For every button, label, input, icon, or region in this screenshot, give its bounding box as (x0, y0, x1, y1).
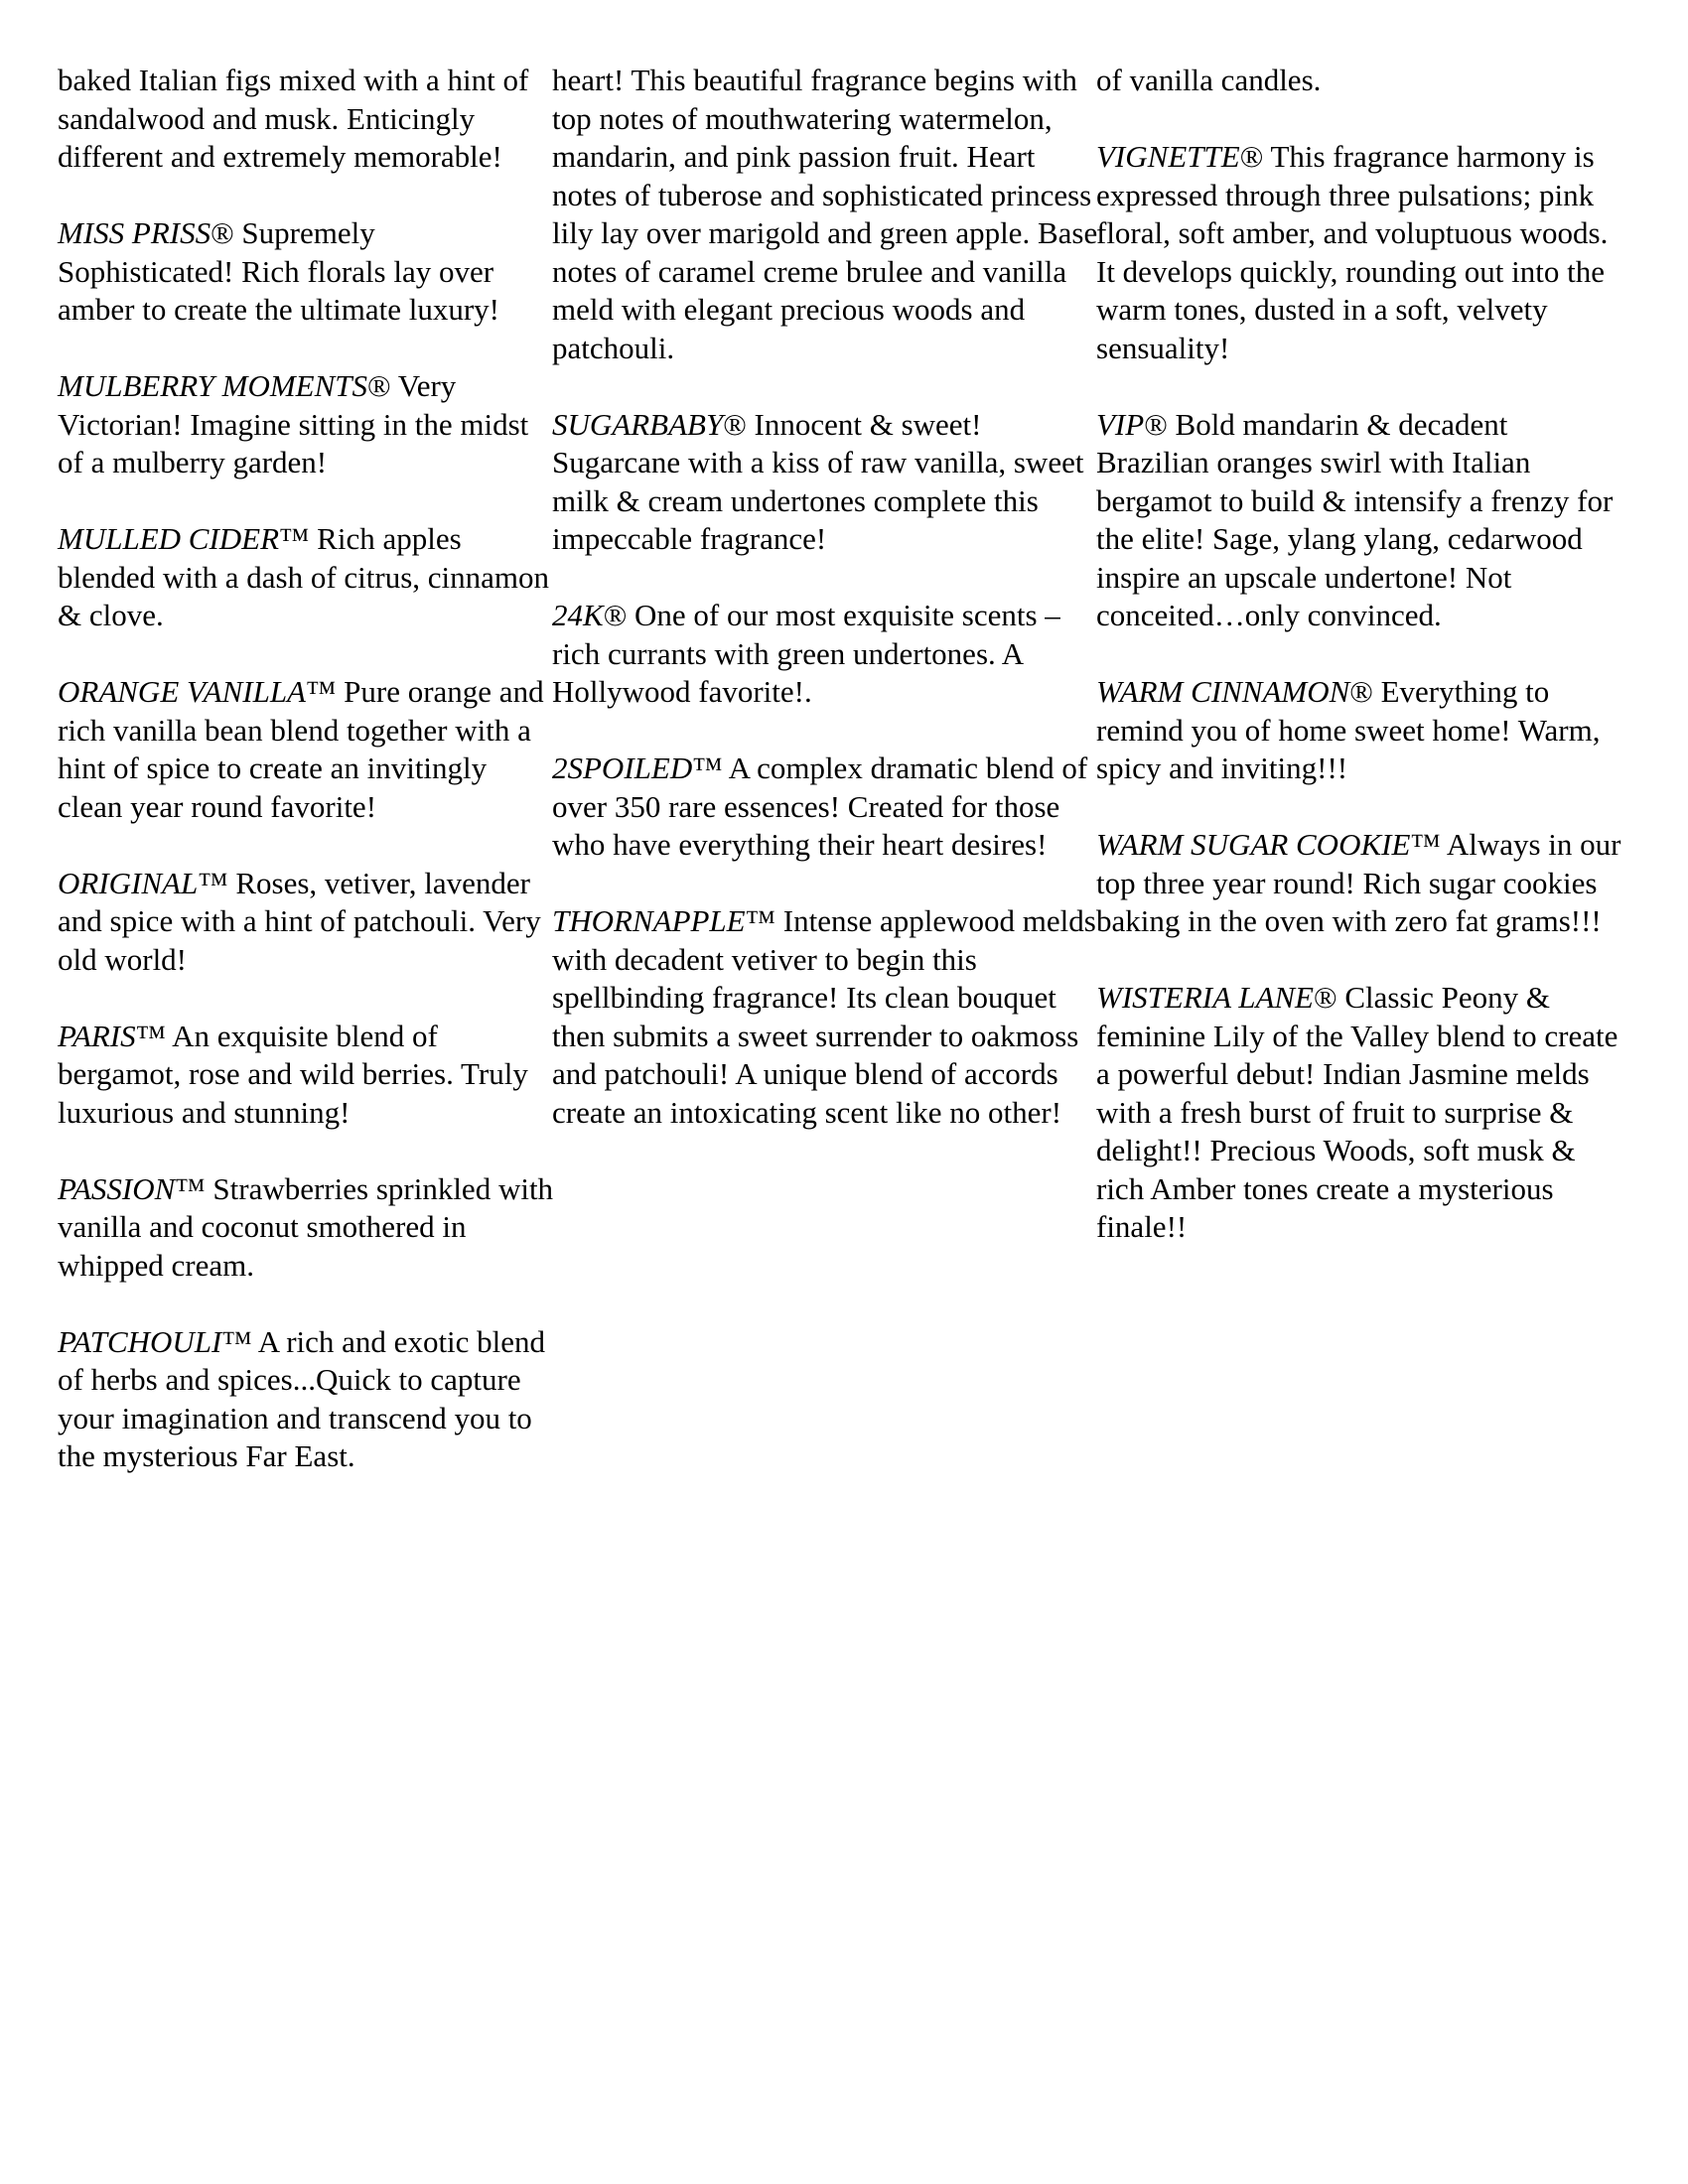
fragrance-name: SUGARBABY (552, 406, 724, 442)
trademark-symbol: ™ (198, 865, 228, 900)
entry-description: Intense applewood melds with decadent vetiver to begin this spellbinding fragrance! Its clean bouquet then submits a sweet surrender to oakmoss and patchouli! A unique blend of accords create an intoxicating scent like no other! (552, 903, 1096, 1130)
entry-description: of vanilla candles. (1096, 63, 1322, 97)
trademark-symbol: ® (723, 406, 747, 442)
fragrance-entry-warm-sugar-cookie (1096, 826, 1622, 941)
fragrance-entry-warm-cinnamon (1096, 673, 1622, 788)
fragrance-entry-mulled-cider (58, 520, 554, 635)
entry-description: Classic Peony & feminine Lily of the Valley blend to create a powerful debut! Indian Jasmine melds with a fresh burst of fruit to surprise & delight!! Precious Woods, soft musk & rich Amber tones create a mysterious finale!! (1096, 980, 1618, 1244)
entry-description: Supremely Sophisticated! Rich florals lay over amber to create the ultimate luxury! (58, 215, 500, 327)
fragrance-name: 2SPOILED (552, 751, 693, 785)
fragrance-entry-thornapple (552, 902, 1098, 1132)
fragrance-entry-vignette (1096, 138, 1622, 367)
trademark-symbol: ™ (279, 521, 310, 556)
trademark-symbol: ™ (135, 1018, 167, 1053)
trademark-symbol: ® (603, 598, 628, 632)
fragrance-name: WARM SUGAR COOKIE (1096, 827, 1411, 862)
trademark-symbol: ® (1349, 674, 1373, 709)
trademark-symbol: ™ (221, 1323, 252, 1359)
trademark-symbol: ® (1314, 980, 1337, 1015)
entry-description: A complex dramatic blend of over 350 rare essences! Created for those who have everything their heart desires! (552, 751, 1088, 862)
trademark-symbol: ™ (306, 674, 337, 709)
fragrance-entry-orange-vanilla (58, 673, 554, 826)
fragrance-entry-mulberry-moments (58, 367, 554, 482)
fragrance-name: PARIS (58, 1018, 136, 1053)
entry-description: Strawberries sprinkled with vanilla and coconut smothered in whipped cream. (58, 1170, 554, 1283)
trademark-symbol: ® (367, 368, 391, 403)
fragrance-entry-continued (1096, 62, 1622, 100)
fragrance-entry-sugarbaby (552, 406, 1098, 559)
trademark-symbol: ® (1239, 139, 1264, 174)
entry-description: Very Victorian! Imagine sitting in the midst of a mulberry garden! (58, 368, 529, 479)
fragrance-entry-24k (552, 597, 1098, 712)
fragrance-name: PASSION (58, 1170, 176, 1206)
entry-description: Everything to remind you of home sweet home! Warm, spicy and inviting!!! (1096, 674, 1601, 785)
text-column-1 (58, 62, 554, 1514)
entry-description: Rich apples blended with a dash of citrus, cinnamon & clove. (58, 521, 550, 632)
fragrance-entry-vip (1096, 406, 1622, 635)
trademark-symbol: ™ (175, 1170, 206, 1206)
fragrance-entry-patchouli (58, 1323, 554, 1476)
entry-description: heart! This beautiful fragrance begins with top notes of mouthwatering watermelon, mandarin, and pink passion fruit. Heart notes of tuberose and sophisticated princess lily lay over marigold and green apple. Base notes of caramel creme brulee and vanilla meld with elegant precious woods and patchouli. (552, 63, 1098, 365)
fragrance-name: MULBERRY MOMENTS (58, 368, 368, 403)
fragrance-name: THORNAPPLE (552, 903, 746, 938)
fragrance-entry-wisteria-lane (1096, 979, 1622, 1247)
fragrance-name: WISTERIA LANE (1096, 980, 1314, 1015)
entry-description: One of our most exquisite scents – rich currants with green undertones. A Hollywood favorite!. (552, 598, 1060, 709)
fragrance-name: 24K (552, 598, 604, 632)
fragrance-entry-2spoiled (552, 750, 1098, 865)
entry-description: An exquisite blend of bergamot, rose and wild berries. Truly luxurious and stunning! (58, 1018, 528, 1130)
fragrance-entry-paris (58, 1018, 554, 1133)
fragrance-name: VIGNETTE (1096, 139, 1240, 174)
entry-description: baked Italian figs mixed with a hint of sandalwood and musk. Enticingly different and extremely memorable! (58, 63, 529, 174)
fragrance-name: VIP (1096, 406, 1145, 442)
fragrance-name: ORIGINAL (58, 865, 199, 900)
fragrance-name: PATCHOULI (58, 1323, 222, 1359)
fragrance-entry-continued (58, 62, 554, 177)
trademark-symbol: ® (1144, 406, 1168, 442)
trademark-symbol: ® (211, 215, 234, 250)
fragrance-entry-passion (58, 1170, 554, 1286)
text-column-2 (552, 62, 1098, 1170)
fragrance-name: MULLED CIDER (58, 521, 280, 556)
trademark-symbol: ™ (745, 903, 776, 938)
fragrance-entry-continued (552, 62, 1098, 367)
entry-description: Bold mandarin & decadent Brazilian oranges swirl with Italian bergamot to build & intensify a frenzy for the elite! Sage, ylang ylang, cedarwood inspire an upscale undertone! Not conceited…only convinced. (1096, 406, 1614, 632)
fragrance-entry-original (58, 865, 554, 980)
entry-description: A rich and exotic blend of herbs and spices...Quick to capture your imagination and transcend you to the mysterious Far East. (58, 1323, 546, 1473)
fragrance-name: ORANGE VANILLA (58, 674, 306, 709)
entry-description: Roses, vetiver, lavender and spice with a hint of patchouli. Very old world! (58, 865, 541, 977)
entry-description: Always in our top three year round! Rich sugar cookies baking in the oven with zero fat grams!!! (1096, 827, 1621, 938)
entry-description: This fragrance harmony is expressed through three pulsations; pink floral, soft amber, and voluptuous woods. It develops quickly, rounding out into the warm tones, dusted in a soft, velvety sensuality! (1096, 139, 1609, 365)
trademark-symbol: ™ (692, 751, 723, 785)
fragrance-name: MISS PRISS (58, 215, 211, 250)
text-column-3 (1096, 62, 1622, 1285)
entry-description: Innocent & sweet! Sugarcane with a kiss of raw vanilla, sweet milk & cream undertones complete this impeccable fragrance! (552, 406, 1084, 556)
fragrance-name: WARM CINNAMON (1096, 674, 1350, 709)
trademark-symbol: ™ (1410, 827, 1441, 862)
fragrance-entry-miss-priss (58, 214, 554, 330)
entry-description: Pure orange and rich vanilla bean blend together with a hint of spice to create an invitingly clean year round favorite! (58, 674, 544, 824)
